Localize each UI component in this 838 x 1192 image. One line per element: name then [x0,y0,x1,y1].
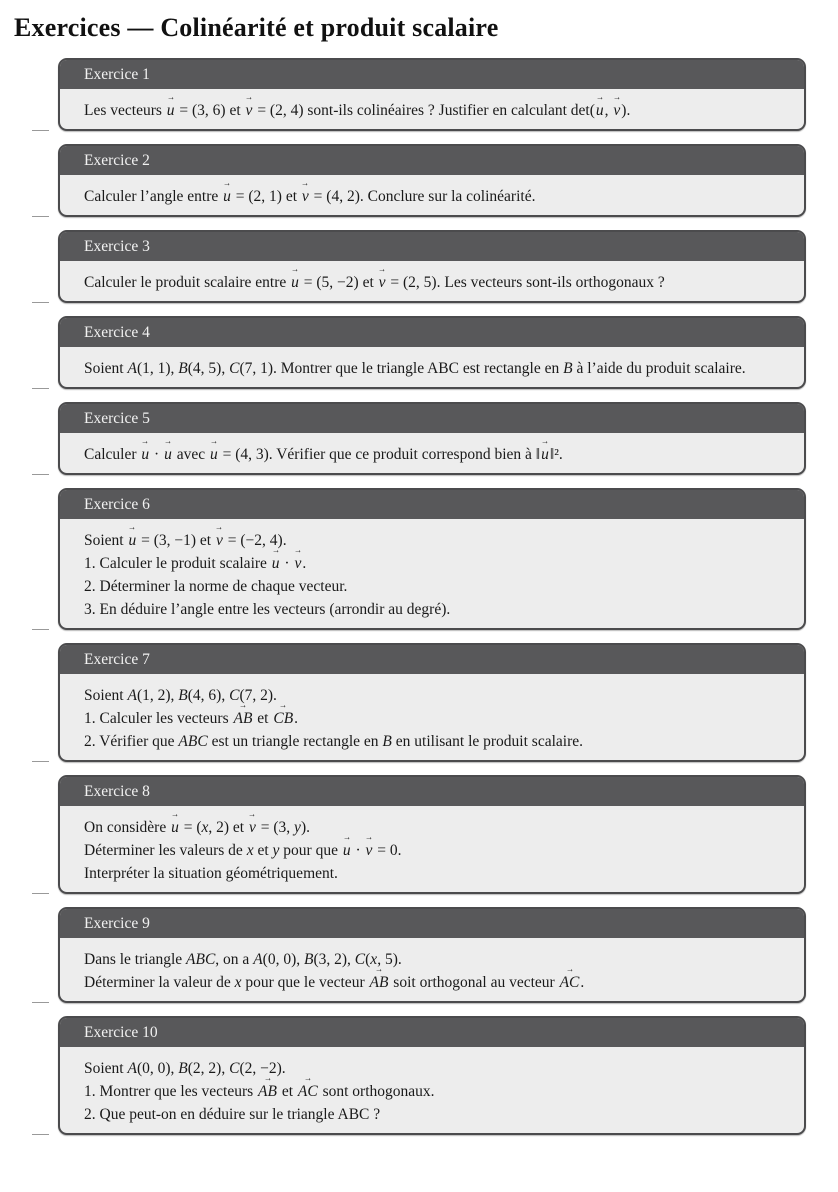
vector-symbol: u → [271,552,281,575]
exercise-box-10 [58,1016,806,1135]
vector-symbol: u → [290,271,300,294]
exercise-body [60,938,804,1001]
math-variable: B [303,951,314,968]
exercise-box-2 [58,144,806,217]
exercise-body [60,433,804,473]
exercise-sheet [0,13,838,1135]
margin-dash [32,761,49,762]
exercise-header [60,1018,804,1047]
exercise-line: Calculer l’angle entre u → = (2, 1) et v → = (4, 2). Conclure sur la colinéarité. [84,185,780,208]
exercise-line: Déterminer les valeurs de x et y pour que u → · v → = 0. [84,839,780,862]
exercise-header [60,60,804,89]
exercise-header [60,404,804,433]
math-variable: A [127,1060,137,1077]
exercise-line: Soient u → = (3, −1) et v → = (−2, 4). [84,529,780,552]
margin-dash [32,216,49,217]
math-variable: y [272,842,280,859]
margin-dash [32,388,49,389]
math-variable: C [229,1060,240,1077]
vector-symbol: AB → [368,971,389,994]
exercise-line: 2. Vérifier que ABC est un triangle rectangle en B en utilisant le produit scalaire. [84,733,583,750]
vector-symbol: v → [365,839,374,862]
exercise-list [0,58,838,1135]
exercise-line: Calculer u → · u → avec u → = (4, 3). Vérifier que ce produit correspond bien à ‖u →‖². [84,443,780,466]
math-variable: A [253,951,263,968]
math-variable: C [354,951,366,968]
exercise-body [60,1047,804,1133]
math-variable: x [370,951,378,968]
math-variable: A [127,360,137,377]
vector-symbol: u → [163,443,173,466]
math-variable: B [382,733,392,750]
exercise-label: Exercice 2 [84,152,150,169]
exercise-body [60,347,804,387]
math-variable: x [246,842,254,859]
vector-symbol: v → [612,99,621,122]
vector-symbol: u → [209,443,219,466]
vector-symbol: CB → [272,707,294,730]
exercise-line: Déterminer la valeur de x pour que le vecteur AB → soit orthogonal au vecteur AC →. [84,971,780,994]
math-variable: y [294,819,301,836]
exercise-label: Exercice 10 [84,1024,158,1041]
exercise-body [60,89,804,129]
exercise-line: 1. Montrer que les vecteurs AB → et AC → sont orthogonaux. [84,1080,780,1103]
exercise-line: Soient A(0, 0), B(2, 2), C(2, −2). [84,1060,286,1077]
margin-dash [32,474,49,475]
vector-symbol: v → [245,99,254,122]
exercise-line: Dans le triangle ABC, on a A(0, 0), B(3, 2), C(x, 5). [84,951,402,968]
vector-symbol: u → [595,99,605,122]
vector-symbol: v → [215,529,224,552]
exercise-box-1 [58,58,806,131]
exercise-box-4 [58,316,806,389]
math-variable: A [127,687,137,704]
exercise-line: Interpréter la situation géométriquement. [84,865,338,882]
math-variable: B [178,360,188,377]
exercise-label: Exercice 5 [84,410,150,427]
vector-symbol: u → [140,443,150,466]
exercise-line: 1. Calculer les vecteurs AB → et CB →. [84,707,780,730]
exercise-line: 2. Que peut-on en déduire sur le triangle ABC ? [84,1106,381,1123]
exercise-box-5 [58,402,806,475]
vector-symbol: u → [540,443,550,466]
exercise-line: Soient A(1, 2), B(4, 6), C(7, 2). [84,687,277,704]
math-variable: x [234,974,242,991]
exercise-label: Exercice 7 [84,651,150,668]
exercise-header [60,490,804,519]
exercise-line: Soient A(1, 1), B(4, 5), C(7, 1). Montrer que le triangle ABC est rectangle en B à l’aide du produit scalaire. [84,360,746,377]
vector-symbol: AC → [559,971,581,994]
page-title: Exercices — Colinéarité et produit scalaire [14,13,499,42]
vector-symbol: v → [248,816,257,839]
margin-dash [32,893,49,894]
exercise-body [60,519,804,628]
vector-symbol: v → [301,185,310,208]
exercise-box-3 [58,230,806,303]
vector-symbol: u → [166,99,176,122]
math-variable: B [178,687,188,704]
math-variable: x [201,819,209,836]
math-variable: ABC [178,733,208,750]
exercise-box-8 [58,775,806,894]
exercise-line: 1. Calculer le produit scalaire u → · v →. [84,552,780,575]
exercise-line: Les vecteurs u → = (3, 6) et v → = (2, 4) sont-ils colinéaires ? Justifier en calculant det(u →, v →). [84,99,780,122]
margin-dash [32,302,49,303]
exercise-body [60,261,804,301]
exercise-header [60,318,804,347]
vector-symbol: u → [128,529,138,552]
exercise-line: 2. Déterminer la norme de chaque vecteur. [84,578,348,595]
exercise-box-9 [58,907,806,1003]
exercise-label: Exercice 1 [84,66,150,83]
exercise-header [60,909,804,938]
margin-dash [32,130,49,131]
exercise-line: Calculer le produit scalaire entre u → = (5, −2) et v → = (2, 5). Les vecteurs sont-ils orthogonaux ? [84,271,780,294]
exercise-header [60,645,804,674]
exercise-line: On considère u → = (x, 2) et v → = (3, y). [84,816,780,839]
exercise-label: Exercice 3 [84,238,150,255]
vector-symbol: AB → [257,1080,278,1103]
exercise-body [60,674,804,760]
math-variable: B [178,1060,188,1077]
margin-dash [32,629,49,630]
margin-dash [32,1134,49,1135]
vector-symbol: AB → [232,707,253,730]
exercise-body [60,806,804,892]
exercise-label: Exercice 9 [84,915,150,932]
exercise-label: Exercice 4 [84,324,150,341]
exercise-label: Exercice 8 [84,783,150,800]
exercise-box-7 [58,643,806,762]
exercise-header [60,232,804,261]
vector-symbol: v → [378,271,387,294]
exercise-body [60,175,804,215]
vector-symbol: AC → [297,1080,319,1103]
math-variable: ABC [186,951,216,968]
math-variable: C [229,360,240,377]
exercise-box-6 [58,488,806,630]
vector-symbol: u → [342,839,352,862]
vector-symbol: u → [222,185,232,208]
exercise-label: Exercice 6 [84,496,150,513]
exercise-line: 3. En déduire l’angle entre les vecteurs (arrondir au degré). [84,601,451,618]
exercise-header [60,146,804,175]
exercise-header [60,777,804,806]
vector-symbol: u → [170,816,180,839]
vector-symbol: v → [293,552,302,575]
margin-dash [32,1002,49,1003]
math-variable: C [229,687,240,704]
math-variable: B [563,360,573,377]
